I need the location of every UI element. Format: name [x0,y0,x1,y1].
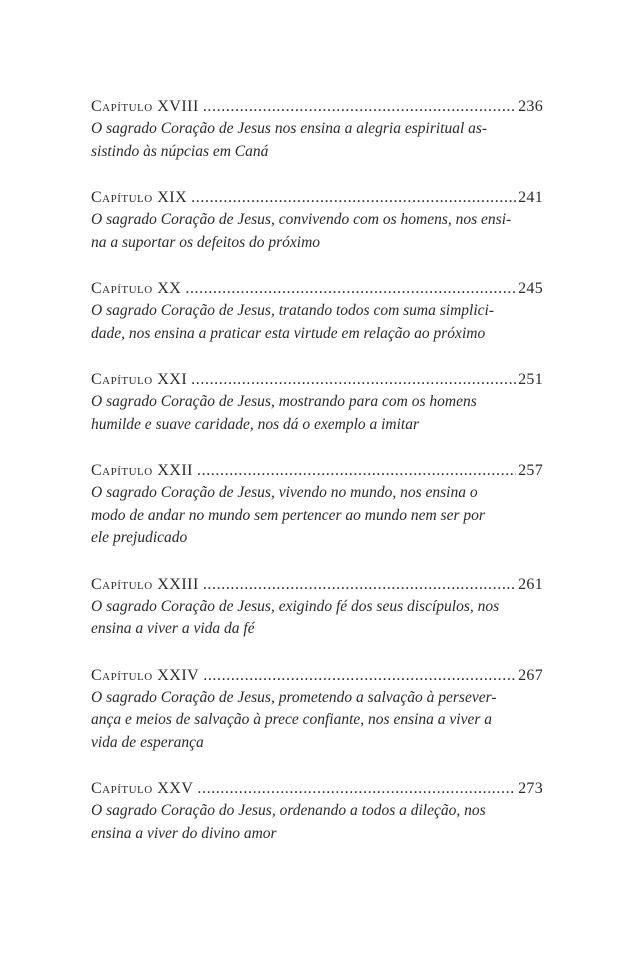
description-line: O sagrado Coração de Jesus, convivendo com os homens, nos ensi- [91,211,512,228]
chapter-title: Capítulo XVIII [91,98,199,115]
toc-entry-heading [91,96,543,118]
toc-entry[interactable] [91,96,543,163]
description-line: humilde e suave caridade, nos dá o exemplo a imitar [91,415,420,433]
description-line: na a suportar os defeitos do próximo [91,233,321,251]
description-line: modo de andar no mundo sem pertencer ao mundo nem ser por [91,506,485,524]
page-number: 251 [518,371,543,388]
description-line: O sagrado Coração de Jesus nos ensina a alegria espiritual as- [91,120,488,137]
chapter-description [91,596,543,641]
dot-leader [197,460,516,482]
description-line: ele prejudicado [91,529,188,546]
chapter-description [91,800,543,845]
toc-entry[interactable] [91,460,543,550]
toc-entry[interactable] [91,778,543,845]
toc-entry-heading [91,187,543,209]
toc-entry-heading [91,778,543,800]
toc-entry[interactable] [91,278,543,345]
toc-entry[interactable] [91,187,543,254]
chapter-description [91,209,543,254]
page-number: 261 [518,575,543,593]
chapter-description [91,482,543,550]
toc-entry-heading [91,665,543,687]
description-line: O sagrado Coração de Jesus, vivendo no mundo, nos ensina o [91,484,478,501]
dot-leader [185,278,516,300]
toc-entry-heading [91,460,543,482]
description-line: ensina a viver do divino amor [91,824,277,842]
description-line: ensina a viver a vida da fé [91,620,255,637]
chapter-title: Capítulo XIX [91,189,188,206]
chapter-description [91,300,543,345]
description-line: O sagrado Coração de Jesus, mostrando para com os homens [91,393,477,410]
description-line: O sagrado Coração de Jesus, prometendo a salvação à persever- [91,688,497,706]
chapter-title: Capítulo XXII [91,462,193,479]
chapter-title: Capítulo XXI [91,371,188,388]
description-line: O sagrado Coração de Jesus, tratando todos com suma simplici- [91,302,494,319]
chapter-title: Capítulo XXV [91,780,194,797]
page-number: 241 [518,189,543,206]
description-line: O sagrado Coração de Jesus, exigindo fé dos seus discípulos, nos [91,597,500,615]
page-number: 245 [518,280,543,297]
toc-entry[interactable] [91,665,543,755]
dot-leader [203,665,516,687]
chapter-description [91,687,543,755]
toc-entry[interactable] [91,369,543,436]
page-number: 236 [518,98,543,115]
toc-entry-heading [91,278,543,300]
page-number: 267 [518,666,543,684]
description-line: vida de esperança [91,733,204,751]
page-number: 257 [518,462,543,479]
description-line: sistindo às núpcias em Caná [91,142,269,160]
dot-leader [197,778,516,800]
dot-leader [191,187,516,209]
description-line: dade, nos ensina a praticar esta virtude em relação ao próximo [91,324,486,342]
chapter-title: Capítulo XX [91,280,182,297]
description-line: O sagrado Coração do Jesus, ordenando a todos a dileção, nos [91,802,486,819]
dot-leader [203,96,516,118]
toc-entry-heading [91,574,543,596]
table-of-contents [91,96,543,869]
chapter-description [91,391,543,436]
dot-leader [203,574,516,596]
page-number: 273 [518,780,543,797]
description-line: ança e meios de salvação à prece confiante, nos ensina a viver a [91,711,493,728]
chapter-title: Capítulo XXIII [91,575,199,593]
toc-entry[interactable] [91,574,543,641]
chapter-title: Capítulo XXIV [91,666,200,684]
toc-entry-heading [91,369,543,391]
chapter-description [91,118,543,163]
dot-leader [191,369,516,391]
